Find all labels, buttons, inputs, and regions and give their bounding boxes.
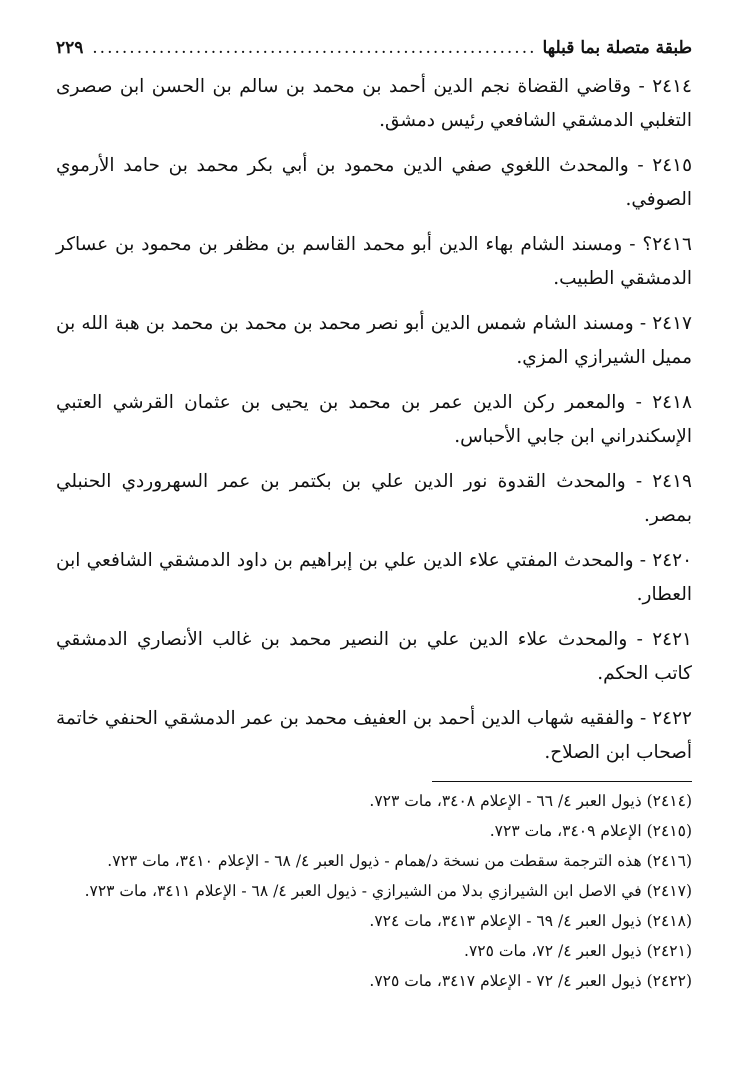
- header-title: طبقة متصلة بما قبلها: [542, 38, 692, 58]
- footnote-text: في الاصل ابن الشيرازي بدلا من الشيرازي - ذيول العبر ٤/ ٦٨ - الإعلام ٣٤١١، مات ٧٢٣.: [84, 882, 642, 900]
- footnote-number: (٢٤١٨): [646, 912, 692, 930]
- entry: ٢٤١٤ - وقاضي القضاة نجم الدين أحمد بن محمد بن سالم بن الحسن ابن صصرى التغلبي الدمشقي الشافعي رئيس دمشق.: [56, 76, 692, 131]
- entry-number: ٢٤١٨: [652, 392, 692, 413]
- header-leader-dots: [89, 34, 536, 62]
- footnote-number: (٢٤٢١): [646, 942, 692, 960]
- footnotes: [56, 788, 692, 995]
- entry-number: ٢٤١٤: [652, 76, 692, 97]
- entry-text: والمحدث اللغوي صفي الدين محمود بن أبي بكر محمد بن حامد الأرموي الصوفي.: [56, 155, 692, 210]
- entry-text: ومسند الشام بهاء الدين أبو محمد القاسم بن مظفر بن محمود بن عساكر الدمشقي الطبيب.: [56, 234, 692, 289]
- footnote: [56, 908, 692, 935]
- footnote: [56, 878, 692, 905]
- entry-number: ٢٤١٩: [652, 471, 692, 492]
- footnote-number: (٢٤٢٢): [646, 972, 692, 990]
- entry-number: ٢٤١٦؟: [642, 234, 692, 255]
- book-page: [56, 34, 692, 1064]
- footnote: [56, 938, 692, 965]
- entry-number: ٢٤٢٢: [652, 708, 692, 729]
- footnote-number: (٢٤١٥): [646, 822, 692, 840]
- footnote-text: هذه الترجمة سقطت من نسخة د/همام - ذيول العبر ٤/ ٦٨ - الإعلام ٣٤١٠، مات ٧٢٣.: [107, 852, 642, 870]
- footnote-number: (٢٤١٤): [646, 792, 692, 810]
- footnote: [56, 818, 692, 845]
- entry-text: والمعمر ركن الدين عمر بن محمد بن يحيى بن عثمان القرشي العتبي الإسكندراني ابن جابي الأحباس.: [56, 392, 692, 447]
- entry-number: ٢٤١٥: [652, 155, 693, 176]
- entry-number: ٢٤٢١: [652, 629, 692, 650]
- entries-list: [56, 70, 692, 770]
- entry-text: والمحدث علاء الدين علي بن النصير محمد بن غالب الأنصاري الدمشقي كاتب الحكم.: [56, 629, 692, 684]
- entry: ٢٤١٧ - ومسند الشام شمس الدين أبو نصر محمد بن محمد بن محمد بن هبة الله بن مميل الشيرازي المزي.: [56, 313, 692, 368]
- footnote-text: ذيول العبر ٤/ ٦٦ - الإعلام ٣٤٠٨، مات ٧٢٣.: [369, 792, 642, 810]
- entry: ٢٤١٥ - والمحدث اللغوي صفي الدين محمود بن أبي بكر محمد بن حامد الأرموي الصوفي.: [56, 155, 693, 210]
- entry-number: ٢٤٢٠: [652, 550, 693, 571]
- entry-text: وقاضي القضاة نجم الدين أحمد بن محمد بن سالم بن الحسن ابن صصرى التغلبي الدمشقي الشافعي رئيس دمشق.: [56, 76, 692, 131]
- footnote: [56, 788, 692, 815]
- footnote-text: ذيول العبر ٤/ ٦٩ - الإعلام ٣٤١٣، مات ٧٢٤.: [369, 912, 642, 930]
- entry: ٢٤١٨ - والمعمر ركن الدين عمر بن محمد بن يحيى بن عثمان القرشي العتبي الإسكندراني ابن جابي الأحباس.: [56, 392, 692, 447]
- entry: ٢٤٢٢ - والفقيه شهاب الدين أحمد بن العفيف محمد بن عمر الدمشقي الحنفي خاتمة أصحاب ابن الصلاح.: [56, 708, 692, 763]
- footnote: [56, 968, 692, 995]
- footnote-number: (٢٤١٦): [646, 852, 692, 870]
- footnote: [56, 848, 692, 875]
- entry-text: والمحدث المفتي علاء الدين علي بن إبراهيم بن داود الدمشقي الشافعي ابن العطار.: [56, 550, 692, 605]
- footnote-text: ذيول العبر ٤/ ٧٢، مات ٧٢٥.: [464, 942, 642, 960]
- footnote-number: (٢٤١٧): [646, 882, 692, 900]
- entry-text: والمحدث القدوة نور الدين علي بن بكتمر بن عمر السهروردي الحنبلي بمصر.: [56, 471, 692, 526]
- entry-text: ومسند الشام شمس الدين أبو نصر محمد بن محمد بن محمد بن هبة الله بن مميل الشيرازي المزي.: [56, 313, 692, 368]
- entry: ٢٤٢٠ - والمحدث المفتي علاء الدين علي بن إبراهيم بن داود الدمشقي الشافعي ابن العطار.: [56, 550, 693, 605]
- entry: ٢٤١٦؟ - ومسند الشام بهاء الدين أبو محمد القاسم بن مظفر بن محمود بن عساكر الدمشقي الطبيب.: [56, 234, 692, 289]
- entry: ٢٤١٩ - والمحدث القدوة نور الدين علي بن بكتمر بن عمر السهروردي الحنبلي بمصر.: [56, 471, 692, 526]
- footnote-separator: [432, 781, 692, 782]
- running-header: [56, 34, 692, 62]
- footnote-text: ذيول العبر ٤/ ٧٢ - الإعلام ٣٤١٧، مات ٧٢٥.: [369, 972, 642, 990]
- page-number: ٢٢٩: [56, 38, 84, 58]
- entry: ٢٤٢١ - والمحدث علاء الدين علي بن النصير محمد بن غالب الأنصاري الدمشقي كاتب الحكم.: [56, 629, 692, 684]
- entry-number: ٢٤١٧: [652, 313, 692, 334]
- footnote-text: الإعلام ٣٤٠٩، مات ٧٢٣.: [489, 822, 642, 840]
- entry-text: والفقيه شهاب الدين أحمد بن العفيف محمد بن عمر الدمشقي الحنفي خاتمة أصحاب ابن الصلاح.: [56, 708, 692, 763]
